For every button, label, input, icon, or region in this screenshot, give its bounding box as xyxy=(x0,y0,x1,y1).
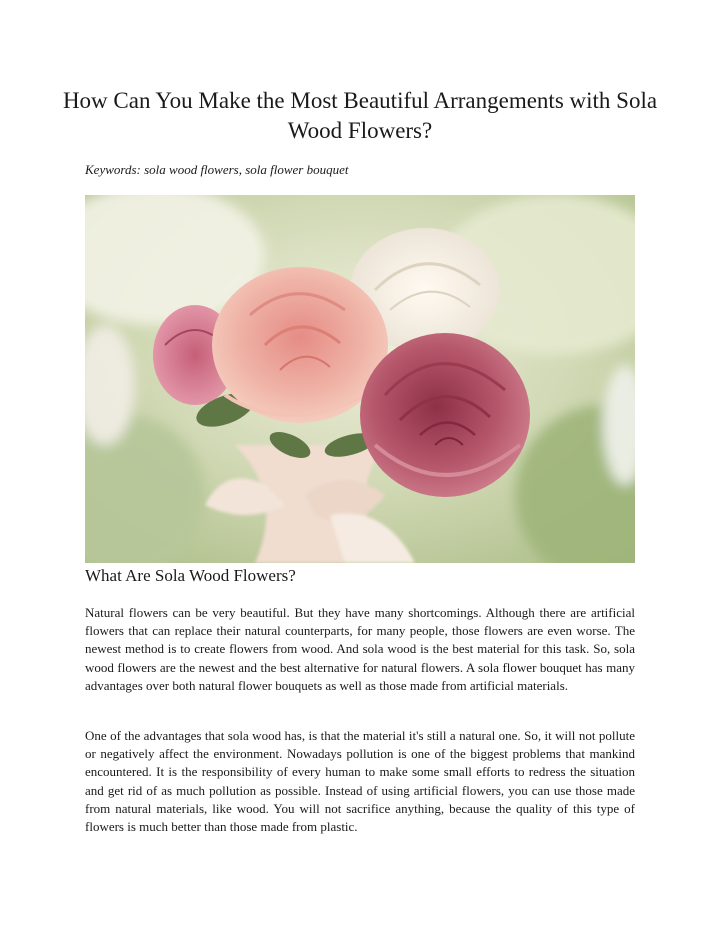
paragraph: Natural flowers can be very beautiful. But they have many shortcomings. Although there are artificial flowers that can replace their natural counterparts, for many people, those flowers are even worse. The newest method is to create flowers from wood. And sola wood is the best material for this task. So, sola wood flowers are the newest and the best alternative for natural flowers. A sola flower bouquet has many advantages over both natural flower bouquets as well as those made from artificial materials. xyxy=(85,605,635,693)
section-heading: What Are Sola Wood Flowers? xyxy=(85,566,296,585)
paragraph: One of the advantages that sola wood has, is that the material it's still a natural one. So, it will not pollute or negatively affect the environment. Nowadays pollution is one of the biggest problems that mankind encountered. It is the responsibility of every human to make some small efforts to redress the situation and get rid of as much pollution as possible. Instead of using artificial flowers, you can use those made from natural materials, like wood. You will not sacrifice anything, because the quality of this type of flowers is much better than those made from plastic. xyxy=(85,728,635,835)
document-title: How Can You Make the Most Beautiful Arrangements with Sola Wood Flowers? xyxy=(62,88,658,143)
roses-photo xyxy=(85,195,635,563)
keywords-line: Keywords: sola wood flowers, sola flower bouquet xyxy=(85,162,349,177)
